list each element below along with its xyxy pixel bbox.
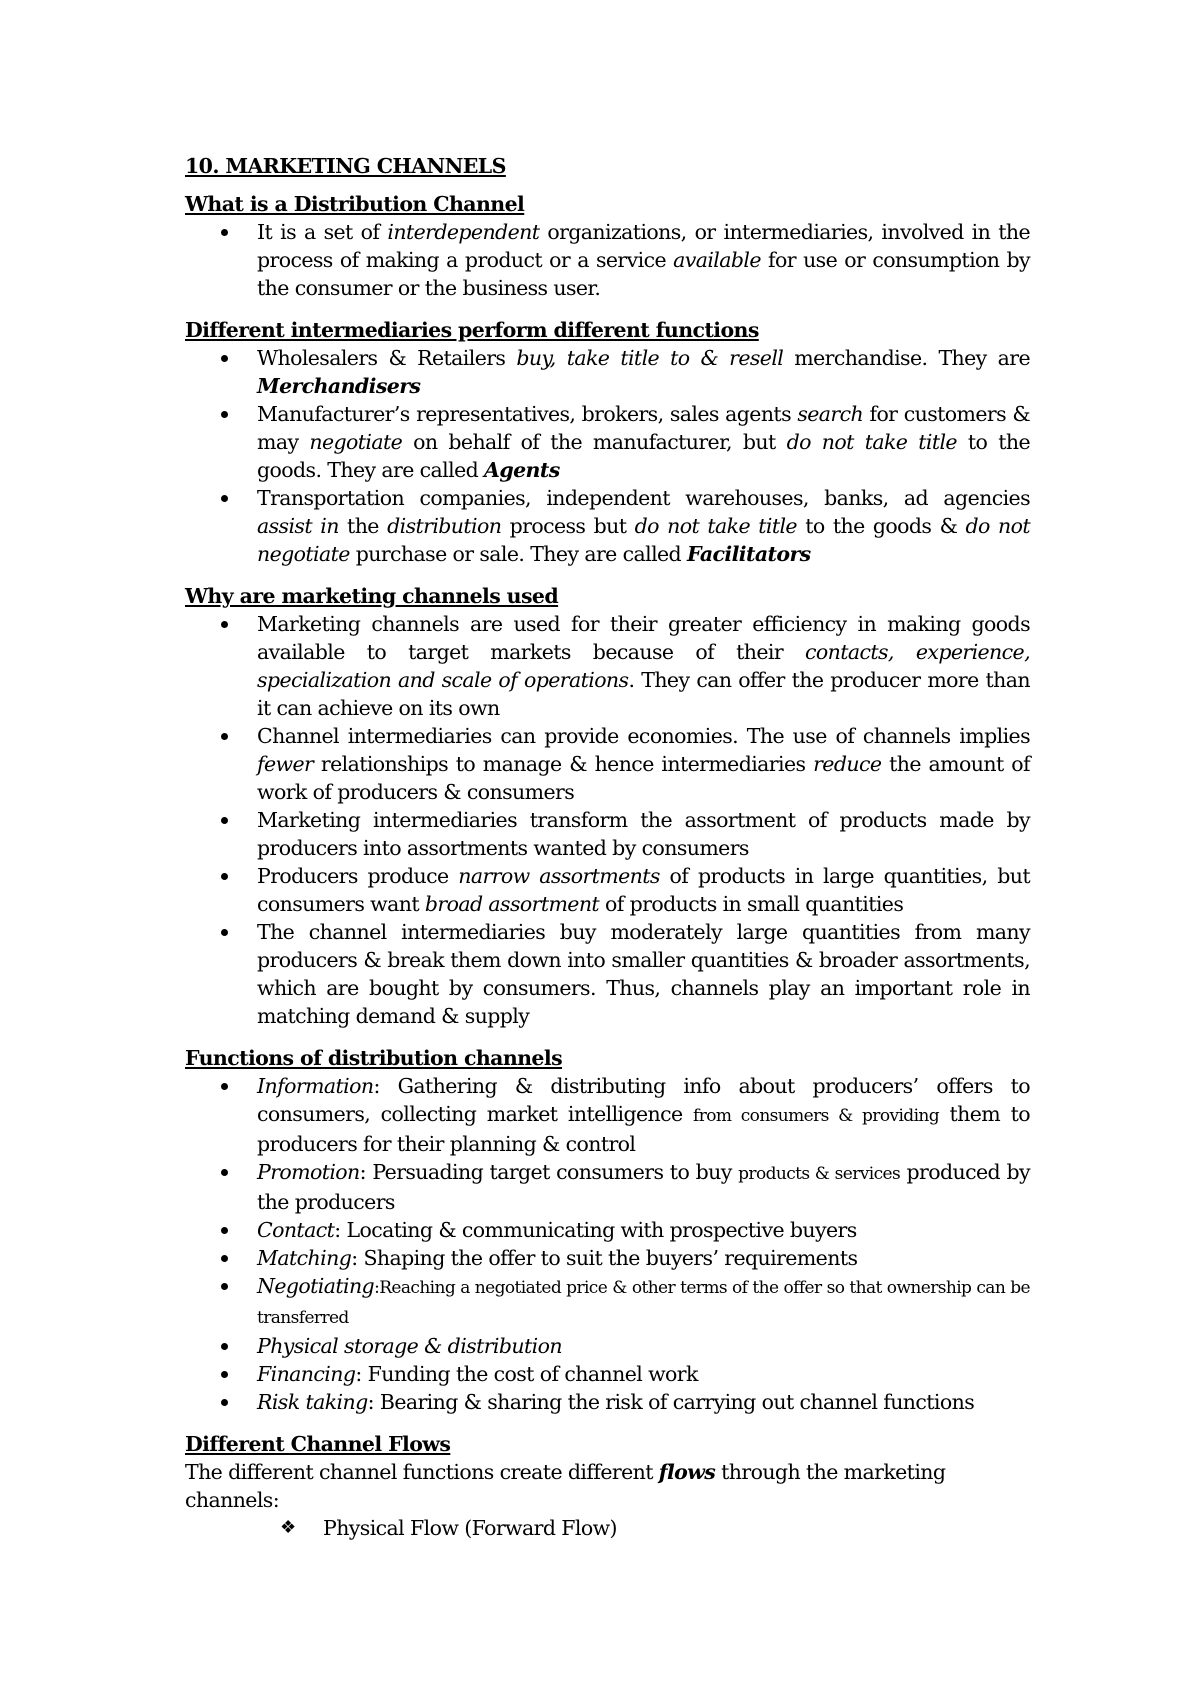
list-item: Wholesalers & Retailers buy, take title to & resell merchandise. They are Merchandisers [185, 344, 1030, 400]
list-item: Negotiating:Reaching a negotiated price & other terms of the offer so that ownership can be transferred [185, 1272, 1030, 1332]
list-item: Information: Gathering & distributing info about producers’ offers to consumers, collecting market intelligence from consumers & providing them to producers for their planning & control [185, 1072, 1030, 1158]
list-item: Marketing intermediaries transform the assortment of products made by producers into assortments wanted by consumers [185, 806, 1030, 862]
list-item: Financing: Funding the cost of channel work [185, 1360, 1030, 1388]
page-title: 10. MARKETING CHANNELS [185, 154, 506, 178]
paragraph: The different channel functions create different flows through the marketing channels: [185, 1460, 946, 1512]
list-item: Transportation companies, independent warehouses, banks, ad agencies assist in the distribution process but do not take title to the goods & do not negotiate purchase or sale. They are called Facilitators [185, 484, 1030, 568]
list-item: Manufacturer’s representatives, brokers, sales agents search for customers & may negotiate on behalf of the manufacturer, but do not take title to the goods. They are called Agents [185, 400, 1030, 484]
diamond-bullet-icon: ❖ [280, 1517, 296, 1538]
section-heading: Different intermediaries perform different functions [185, 318, 759, 342]
document-body [185, 152, 1030, 1556]
section-heading: What is a Distribution Channel [185, 192, 525, 216]
section-functions [185, 1044, 1030, 1416]
list-item: Matching: Shaping the offer to suit the buyers’ requirements [185, 1244, 1030, 1272]
list-item [185, 1514, 1030, 1542]
list-item: Risk taking: Bearing & sharing the risk of carrying out channel functions [185, 1388, 1030, 1416]
bullet-list [185, 218, 1030, 302]
section-heading: Why are marketing channels used [185, 584, 559, 608]
section-heading: Functions of distribution channels [185, 1046, 563, 1070]
list-item: Marketing channels are used for their greater efficiency in making goods available to target markets because of their contacts, experience, specialization and scale of operations. They can offer the producer more than it can achieve on its own [185, 610, 1030, 722]
bullet-list [185, 344, 1030, 568]
bullet-list [185, 1072, 1030, 1416]
section-why-channels [185, 582, 1030, 1030]
section-distribution-channel [185, 190, 1030, 302]
list-item: Promotion: Persuading target consumers to buy products & services produced by the producers [185, 1158, 1030, 1216]
section-heading: Different Channel Flows [185, 1432, 451, 1456]
list-item: Contact: Locating & communicating with prospective buyers [185, 1216, 1030, 1244]
list-item: It is a set of interdependent organizations, or intermediaries, involved in the process of making a product or a service available for use or consumption by the consumer or the business user. [185, 218, 1030, 302]
bullet-list [185, 610, 1030, 1030]
list-item: The channel intermediaries buy moderately large quantities from many producers & break them down into smaller quantities & broader assortments, which are bought by consumers. Thus, channels play an important role in matching demand & supply [185, 918, 1030, 1030]
section-intermediaries [185, 316, 1030, 568]
list-item-label: Physical Flow (Forward Flow) [323, 1516, 617, 1540]
list-item: Channel intermediaries can provide economies. The use of channels implies fewer relationships to manage & hence intermediaries reduce the amount of work of producers & consumers [185, 722, 1030, 806]
list-item: Physical storage & distribution [185, 1332, 1030, 1360]
list-item: Producers produce narrow assortments of products in large quantities, but consumers want broad assortment of products in small quantities [185, 862, 1030, 918]
section-channel-flows [185, 1430, 1030, 1542]
